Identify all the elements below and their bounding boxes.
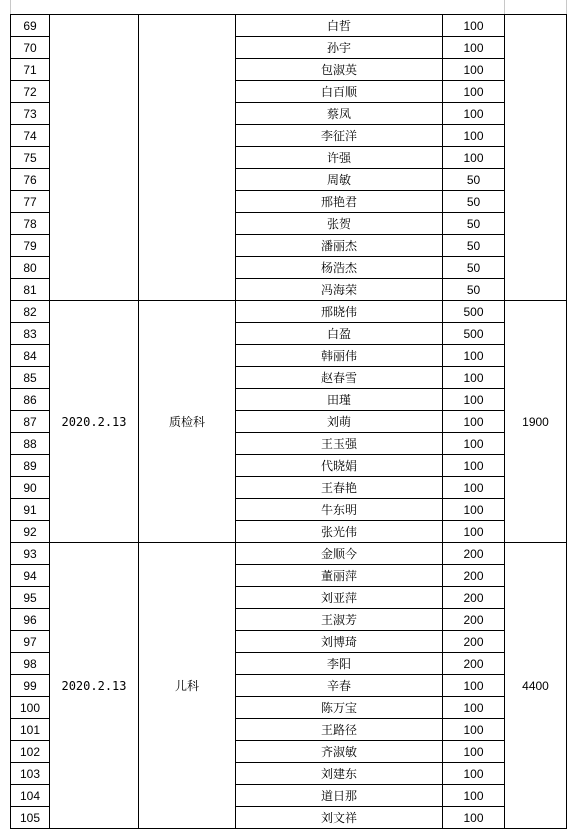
row-number: 85 <box>11 367 50 389</box>
donation-amount: 100 <box>443 389 505 411</box>
donation-amount: 100 <box>443 455 505 477</box>
person-name: 齐淑敏 <box>236 741 443 763</box>
donation-amount: 100 <box>443 741 505 763</box>
person-name: 李阳 <box>236 653 443 675</box>
group-total: 1900 <box>505 301 567 543</box>
row-number: 76 <box>11 169 50 191</box>
donation-amount: 100 <box>443 785 505 807</box>
row-number: 104 <box>11 785 50 807</box>
row-number: 80 <box>11 257 50 279</box>
table-body <box>11 15 567 829</box>
person-name: 包淑英 <box>236 59 443 81</box>
person-name: 辛春 <box>236 675 443 697</box>
person-name: 孙宇 <box>236 37 443 59</box>
group-date <box>50 15 139 301</box>
table-row <box>11 543 567 565</box>
group-department <box>139 15 236 301</box>
person-name: 牛东明 <box>236 499 443 521</box>
person-name: 道日那 <box>236 785 443 807</box>
row-number: 75 <box>11 147 50 169</box>
person-name: 冯海荣 <box>236 279 443 301</box>
person-name: 白盈 <box>236 323 443 345</box>
row-number: 97 <box>11 631 50 653</box>
donation-amount: 50 <box>443 257 505 279</box>
guide-line <box>10 0 11 14</box>
row-number: 90 <box>11 477 50 499</box>
donation-amount: 500 <box>443 301 505 323</box>
donation-amount: 100 <box>443 59 505 81</box>
row-number: 98 <box>11 653 50 675</box>
person-name: 白百顺 <box>236 81 443 103</box>
donation-amount: 100 <box>443 411 505 433</box>
donation-amount: 100 <box>443 697 505 719</box>
person-name: 刘亚萍 <box>236 587 443 609</box>
person-name: 刘建东 <box>236 763 443 785</box>
donation-amount: 50 <box>443 235 505 257</box>
row-number: 94 <box>11 565 50 587</box>
row-number: 69 <box>11 15 50 37</box>
row-number: 79 <box>11 235 50 257</box>
row-number: 101 <box>11 719 50 741</box>
row-number: 83 <box>11 323 50 345</box>
person-name: 王春艳 <box>236 477 443 499</box>
donation-amount: 50 <box>443 213 505 235</box>
row-number: 86 <box>11 389 50 411</box>
group-total <box>505 15 567 301</box>
person-name: 刘文祥 <box>236 807 443 829</box>
donation-amount: 200 <box>443 565 505 587</box>
row-number: 91 <box>11 499 50 521</box>
row-number: 89 <box>11 455 50 477</box>
donation-amount: 100 <box>443 367 505 389</box>
table-row <box>11 15 567 37</box>
donation-amount: 200 <box>443 653 505 675</box>
person-name: 王路径 <box>236 719 443 741</box>
donation-amount: 100 <box>443 477 505 499</box>
person-name: 邢艳君 <box>236 191 443 213</box>
guide-line <box>504 0 505 14</box>
row-number: 95 <box>11 587 50 609</box>
donation-amount: 50 <box>443 191 505 213</box>
donation-amount: 50 <box>443 279 505 301</box>
donation-amount: 100 <box>443 125 505 147</box>
row-number: 88 <box>11 433 50 455</box>
person-name: 杨浩杰 <box>236 257 443 279</box>
donation-amount: 100 <box>443 719 505 741</box>
person-name: 王玉强 <box>236 433 443 455</box>
person-name: 金顺今 <box>236 543 443 565</box>
donation-amount: 100 <box>443 147 505 169</box>
row-number: 99 <box>11 675 50 697</box>
top-page-guides <box>0 0 575 14</box>
person-name: 代晓娟 <box>236 455 443 477</box>
person-name: 李征洋 <box>236 125 443 147</box>
person-name: 陈万宝 <box>236 697 443 719</box>
person-name: 许强 <box>236 147 443 169</box>
donation-amount: 100 <box>443 81 505 103</box>
row-number: 92 <box>11 521 50 543</box>
person-name: 韩丽伟 <box>236 345 443 367</box>
table-row <box>11 301 567 323</box>
row-number: 82 <box>11 301 50 323</box>
group-total: 4400 <box>505 543 567 829</box>
donation-amount: 200 <box>443 609 505 631</box>
row-number: 78 <box>11 213 50 235</box>
person-name: 田瑾 <box>236 389 443 411</box>
person-name: 潘丽杰 <box>236 235 443 257</box>
guide-line <box>566 0 567 14</box>
row-number: 84 <box>11 345 50 367</box>
row-number: 102 <box>11 741 50 763</box>
person-name: 赵春雪 <box>236 367 443 389</box>
person-name: 刘萌 <box>236 411 443 433</box>
row-number: 71 <box>11 59 50 81</box>
row-number: 103 <box>11 763 50 785</box>
group-department: 质检科 <box>139 301 236 543</box>
donation-table <box>10 14 567 829</box>
donation-amount: 50 <box>443 169 505 191</box>
donation-amount: 100 <box>443 345 505 367</box>
row-number: 96 <box>11 609 50 631</box>
group-department: 儿科 <box>139 543 236 829</box>
row-number: 105 <box>11 807 50 829</box>
row-number: 87 <box>11 411 50 433</box>
row-number: 72 <box>11 81 50 103</box>
donation-amount: 100 <box>443 15 505 37</box>
person-name: 白哲 <box>236 15 443 37</box>
donation-amount: 100 <box>443 433 505 455</box>
row-number: 93 <box>11 543 50 565</box>
group-date: 2020.2.13 <box>50 301 139 543</box>
row-number: 73 <box>11 103 50 125</box>
donation-amount: 100 <box>443 37 505 59</box>
row-number: 77 <box>11 191 50 213</box>
donation-amount: 100 <box>443 103 505 125</box>
donation-amount: 100 <box>443 521 505 543</box>
donation-amount: 100 <box>443 499 505 521</box>
person-name: 周敏 <box>236 169 443 191</box>
person-name: 王淑芳 <box>236 609 443 631</box>
row-number: 81 <box>11 279 50 301</box>
donation-amount: 100 <box>443 675 505 697</box>
donation-amount: 100 <box>443 807 505 829</box>
person-name: 张光伟 <box>236 521 443 543</box>
row-number: 100 <box>11 697 50 719</box>
person-name: 董丽萍 <box>236 565 443 587</box>
row-number: 70 <box>11 37 50 59</box>
person-name: 刘博琦 <box>236 631 443 653</box>
group-date: 2020.2.13 <box>50 543 139 829</box>
donation-amount: 200 <box>443 631 505 653</box>
donation-amount: 200 <box>443 587 505 609</box>
person-name: 张贺 <box>236 213 443 235</box>
person-name: 邢晓伟 <box>236 301 443 323</box>
donation-amount: 200 <box>443 543 505 565</box>
donation-amount: 100 <box>443 763 505 785</box>
donation-amount: 500 <box>443 323 505 345</box>
person-name: 蔡凤 <box>236 103 443 125</box>
row-number: 74 <box>11 125 50 147</box>
